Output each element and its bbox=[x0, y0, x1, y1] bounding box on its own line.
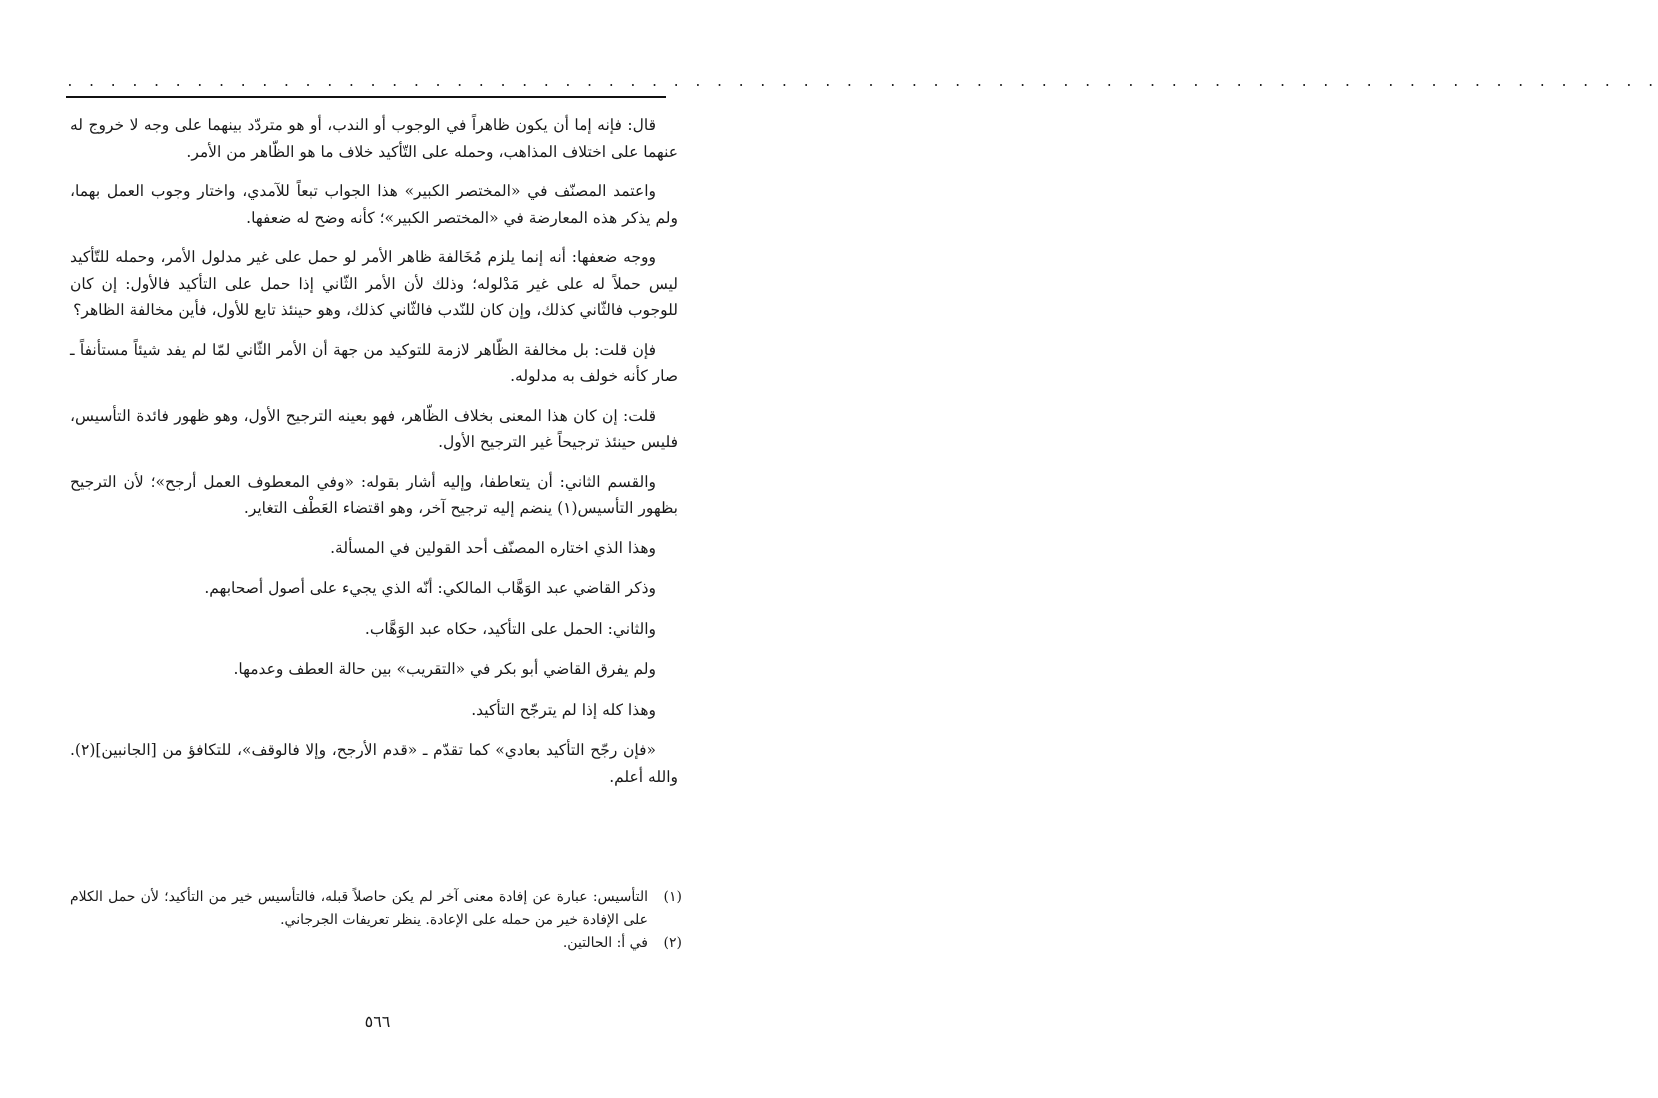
paragraph-5: قلت: إن كان هذا المعنى بخلاف الظّاهر، فهو بعينه الترجيح الأول، وهو ظهور فائدة التأسيس، فليس حينئذ ترجيحاً غير الترجيح الأول. bbox=[70, 406, 678, 451]
main-text bbox=[70, 112, 678, 803]
header-rule bbox=[66, 96, 666, 98]
footnote-2-text: في أ: الحالتين. bbox=[562, 935, 648, 951]
footnotes bbox=[70, 886, 682, 955]
footnote-1 bbox=[70, 886, 682, 932]
paragraph-11: وهذا كله إذا لم يترجّح التأكيد. bbox=[471, 700, 656, 719]
footnote-2 bbox=[70, 932, 682, 955]
paragraph-4: فإن قلت: بل مخالفة الظّاهر لازمة للتوكيد من جهة أن الأمر الثّاني لمّا لم يفد شيئاً مستأنفاً ـ صار كأنه خولف به مدلوله. bbox=[70, 340, 678, 385]
footnote-1-text: التأسيس: عبارة عن إفادة معنى آخر لم يكن حاصلاً قبله، فالتأسيس خير من التأكيد؛ لأن حمل الكلام على الإفادة خير من حمله على الإعادة. ينظر تعريفات الجرجاني. bbox=[70, 889, 648, 928]
paragraph-10: ولم يفرق القاضي أبو بكر في «التقريب» بين حالة العطف وعدمها. bbox=[233, 660, 656, 678]
paragraph-2: واعتمد المصنّف في «المختصر الكبير» هذا الجواب تبعاً للآمدي، واختار وجوب العمل بهما، ولم يذكر هذه المعارضة في «المختصر الكبير»؛ كأنه وضح له ضعفها. bbox=[70, 182, 678, 227]
paragraph-8: وذكر القاضي عبد الوَهَّاب المالكي: أنّه الذي يجيء على أصول أصحابهم. bbox=[204, 579, 656, 597]
paragraph-1: قال: فإنه إما أن يكون ظاهراً في الوجوب أو الندب، أو هو متردّد بينهما على وجه لا خروج له عنهما على اختلاف المذاهب، وحمله على التّأكيد خلاف ما هو الظّاهر من الأمر. bbox=[70, 116, 678, 161]
paragraph-3: ووجه ضعفها: أنه إنما يلزم مُخَالفة ظاهر الأمر لو حمل على غير مدلول الأمر، وحمله للتّأكيد ليس حملاً له على غير مَدْلوله؛ وذلك لأن الأمر الثّاني إذا حمل على التأكيد فالأول: إن كان للوجوب فالثّاني كذلك، وإن كان للنّدب فالثّاني كذلك، وهو حينئذ تابع للأول، فأين مخالفة الظاهر؟ bbox=[70, 248, 678, 319]
paragraph-9: والثاني: الحمل على التأكيد، حكاه عبد الوَهَّاب. bbox=[364, 619, 656, 638]
page-number: ٥٦٦ bbox=[364, 1012, 391, 1031]
header-dotted-line: . . . . . . . . . . . . . . . . . . . . . . . . . . . . . . . . . . . . . . . . . . . . . . . . . . . . . . . . . . . . . . . . . . . . . . . . . . bbox=[66, 75, 1658, 90]
paragraph-6: والقسم الثاني: أن يتعاطفا، وإليه أشار بقوله: «وفي المعطوف العمل أرجح»؛ لأن الترجيح بظهور التأسيس(١) ينضم إليه ترجيح آخر، وهو اقتضاء العَطْف التغاير. bbox=[70, 472, 678, 517]
paragraph-12: «فإن رجّح التأكيد بعادي» كما تقدّم ـ «قدم الأرجح، وإلا فالوقف»، للتكافؤ من [الجانبين](٢). والله أعلم. bbox=[70, 741, 678, 786]
footnote-2-mark: (٢) bbox=[663, 935, 682, 951]
paragraph-7: وهذا الذي اختاره المصنّف أحد القولين في المسألة. bbox=[330, 538, 656, 557]
footnote-1-mark: (١) bbox=[663, 889, 682, 905]
